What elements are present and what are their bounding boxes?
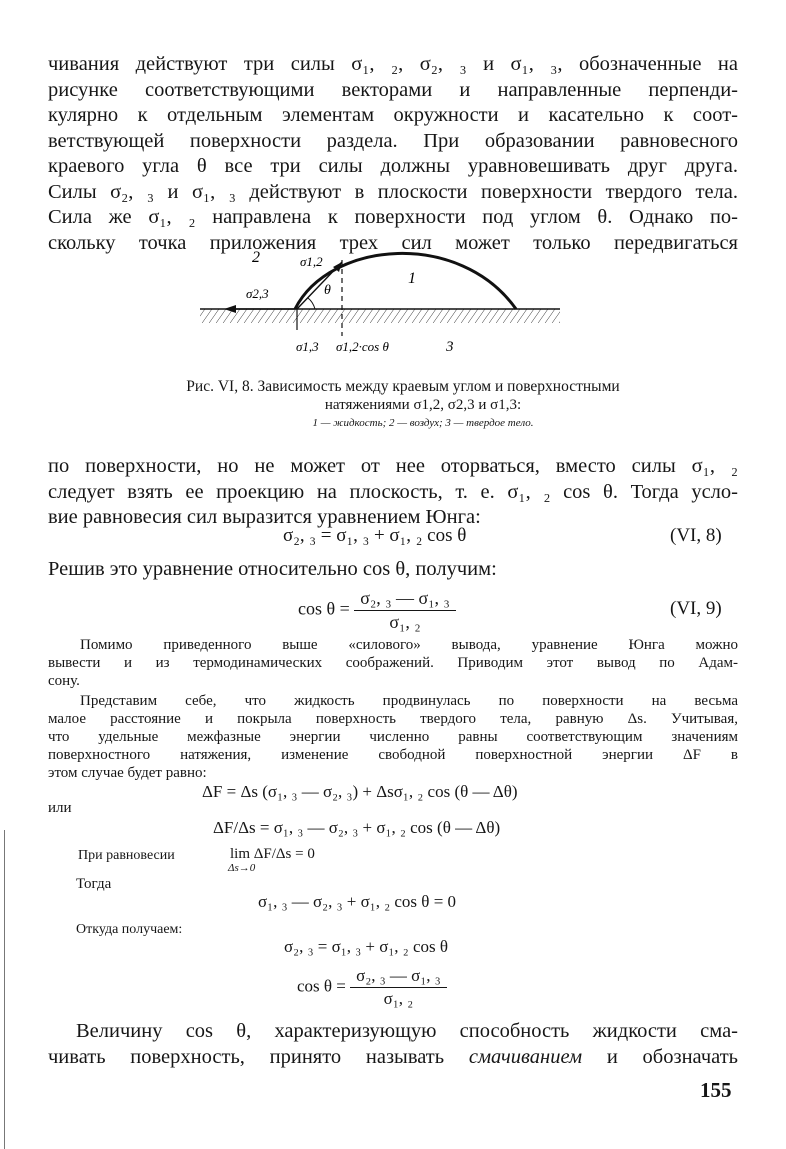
equation-final-cos (297, 966, 447, 1009)
fraction-denominator: σ₁, ₂ (383, 989, 414, 1008)
cos-theta-lhs: cos θ = (298, 598, 350, 619)
label-region-2: 2 (252, 250, 260, 266)
figure-caption: Рис. VI, 8. Зависимость между краевым углом и поверхностными (186, 378, 620, 395)
equation-young: σ₂, ₃ = σ₁, ₃ + σ₁, ₂ cos θ (283, 525, 467, 546)
contact-angle-figure (190, 250, 570, 365)
equation-cos-theta (298, 588, 456, 633)
theta-arc (308, 298, 315, 309)
page-number: 155 (700, 1078, 732, 1102)
label-sigma12: σ1,2 (300, 254, 323, 269)
figure-legend: 1 — жидкость; 2 — воздух; 3 — твердое тело. (312, 417, 534, 429)
text-line: по поверхности, но не может от нее оторваться, вместо силы σ₁, ₂ (48, 455, 738, 477)
emphasis-term: смачиванием (468, 1045, 583, 1068)
equation-final-young: σ₂, ₃ = σ₁, ₃ + σ₁, ₂ cos θ (284, 937, 449, 956)
text-line: вие равновесия сил выразится уравнением Юнга: (48, 506, 481, 528)
equation-number-vi8: (VI, 8) (670, 525, 722, 546)
label-region-1: 1 (408, 270, 416, 287)
small-paragraph-1 (48, 636, 738, 690)
text-line: что удельные межфазные энергии численно равны соответствующим значениям (48, 729, 738, 745)
solid-surface-hatching (200, 309, 560, 323)
sigma12-vector (297, 262, 342, 309)
label-sigma12-cos: σ1,2·cos θ (336, 339, 389, 354)
scan-margin-rule (4, 830, 5, 1149)
word-hence: Откуда получаем: (76, 922, 183, 937)
text-line: чивания действуют три силы σ₁, ₂, σ₂, ₃ и σ₁, ₃, обозначенные на (48, 53, 738, 75)
word-equilibrium: При равновесии (78, 848, 175, 863)
top-paragraph (48, 52, 738, 256)
equation-zero: σ₁, ₃ — σ₂, ₃ + σ₁, ₂ cos θ = 0 (258, 892, 457, 911)
equation-limit: lim ΔF/Δs = 0 (230, 846, 315, 862)
word-or: или (48, 800, 72, 816)
text-segment: чивать поверхность, принято называть (48, 1045, 469, 1068)
label-region-3: 3 (446, 339, 454, 355)
equation-limit-sub: Δs→0 (228, 862, 256, 874)
text-line: Помимо приведенного выше «силового» вывода, уравнение Юнга можно (80, 637, 738, 653)
text-line: малое расстояние и покрыла поверхность твердого тела, равную Δs. Учитывая, (48, 711, 738, 727)
text-line: кулярно к отдельным элементам окружности и касательно к соот- (48, 104, 738, 126)
text-line (48, 1045, 738, 1071)
cos-theta-fraction (354, 588, 456, 633)
small-paragraph-2 (48, 692, 738, 782)
fraction-numerator: σ₂, ₃ — σ₁, ₃ (354, 588, 456, 611)
bottom-paragraph (48, 1019, 738, 1070)
text-segment: и обозначать (582, 1045, 739, 1068)
equation-delta-f: ΔF = Δs (σ₁, ₃ — σ₂, ₃) + Δsσ₁, ₂ cos (θ — Δθ) (202, 782, 518, 801)
text-line: следует взять ее проекцию на плоскость, т. е. σ₁, ₂ cos θ. Тогда усло- (48, 480, 738, 503)
fraction-numerator: σ₂, ₃ — σ₁, ₃ (350, 966, 447, 988)
label-theta: θ (324, 283, 331, 298)
text-line: поверхностного натяжения, изменение свободной поверхностной энергии ΔF в (48, 747, 738, 763)
middle-paragraph (48, 454, 738, 531)
solve-text: Решив это уравнение относительно cos θ, получим: (48, 558, 497, 580)
text-line: Представим себе, что жидкость продвинулась по поверхности на весьма (80, 693, 738, 709)
text-line: Силы σ₂, ₃ и σ₁, ₃ действуют в плоскости поверхности твердого тела. (48, 180, 738, 203)
final-cos-fraction (350, 966, 447, 1009)
text-line: Сила же σ₁, ₂ направлена к поверхности под углом θ. Однако по- (48, 206, 738, 228)
final-cos-lhs: cos θ = (297, 976, 346, 996)
text-line: сону. (48, 673, 80, 689)
droplet-arc (295, 253, 516, 309)
fraction-denominator: σ₁, ₂ (389, 612, 421, 632)
label-sigma13: σ1,3 (296, 339, 319, 354)
text-line: вывести и из термодинамических соображений. Приводим этот вывод по Адам- (48, 655, 738, 671)
equation-number-vi9: (VI, 9) (670, 598, 722, 619)
text-line: этом случае будет равно: (48, 765, 207, 781)
equation-delta-f-ds: ΔF/Δs = σ₁, ₃ — σ₂, ₃ + σ₁, ₂ cos (θ — Δθ) (213, 818, 501, 837)
text-line: скольку точка приложения трех сил может только передвигаться (48, 231, 738, 254)
text-line: Величину cos θ, характеризующую способность жидкости сма- (76, 1020, 738, 1042)
text-line: краевого угла θ все три силы должны уравновешивать друг друга. (48, 155, 738, 177)
label-sigma23: σ2,3 (246, 286, 269, 301)
figure-caption-line2: натяжениями σ1,2, σ2,3 и σ1,3: (324, 397, 522, 413)
text-line: ветствующей поверхности раздела. При образовании равновесного (48, 129, 738, 152)
text-line: рисунке соответствующими векторами и направленные перпенди- (48, 78, 738, 101)
word-then: Тогда (76, 876, 112, 892)
